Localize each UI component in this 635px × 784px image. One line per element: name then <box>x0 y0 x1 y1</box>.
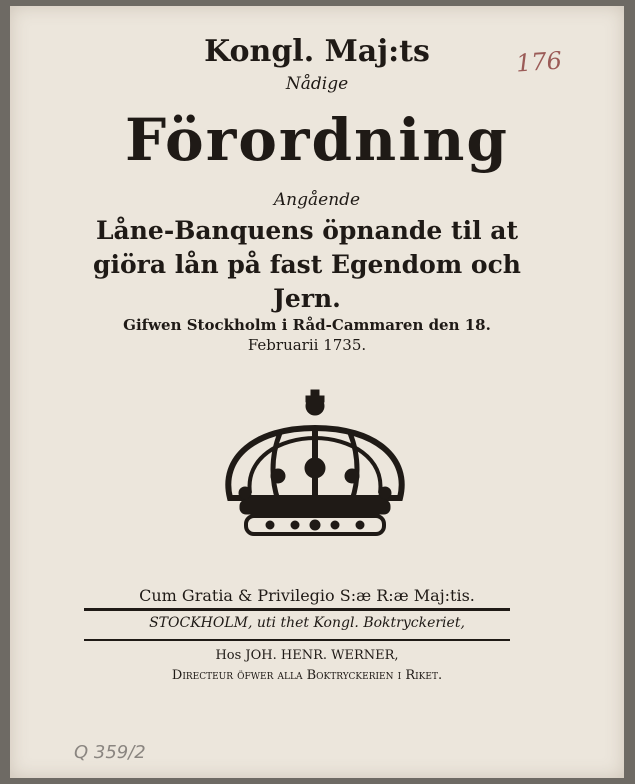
title-line-4: Angående <box>273 190 361 210</box>
document-page <box>10 6 624 778</box>
given-line-1: Gifwen Stockholm i Råd-Cammaren den 18. <box>123 316 491 334</box>
title-line-2: Nådige <box>285 74 349 94</box>
top-rule <box>84 608 510 611</box>
imprint-line-3: Directeur öfwer alla Boktryckerien i Riket. <box>171 668 443 683</box>
given-line-2: Februarii 1735. <box>247 336 367 354</box>
imprint-line-2: Hos JOH. HENR. WERNER, <box>215 648 399 663</box>
body-line-1: Låne-Banquens öpnande til at <box>95 216 519 245</box>
title-line-1: Kongl. Maj:ts <box>204 34 430 69</box>
shelfmark: Q 359/2 <box>74 742 146 763</box>
title-line-3: Förordning <box>125 106 509 174</box>
crown-emblem <box>210 388 420 548</box>
privilege-line: Cum Gratia & Privilegio S:æ R:æ Maj:tis. <box>139 586 475 605</box>
imprint-line-1: STOCKHOLM, uti thet Kongl. Boktryckeriet, <box>149 615 465 631</box>
handwritten-number: 176 <box>515 46 563 78</box>
body-line-2: giöra lån på fast Egendom och <box>93 250 521 279</box>
body-line-3: Jern. <box>273 284 341 313</box>
bottom-rule <box>84 639 510 641</box>
